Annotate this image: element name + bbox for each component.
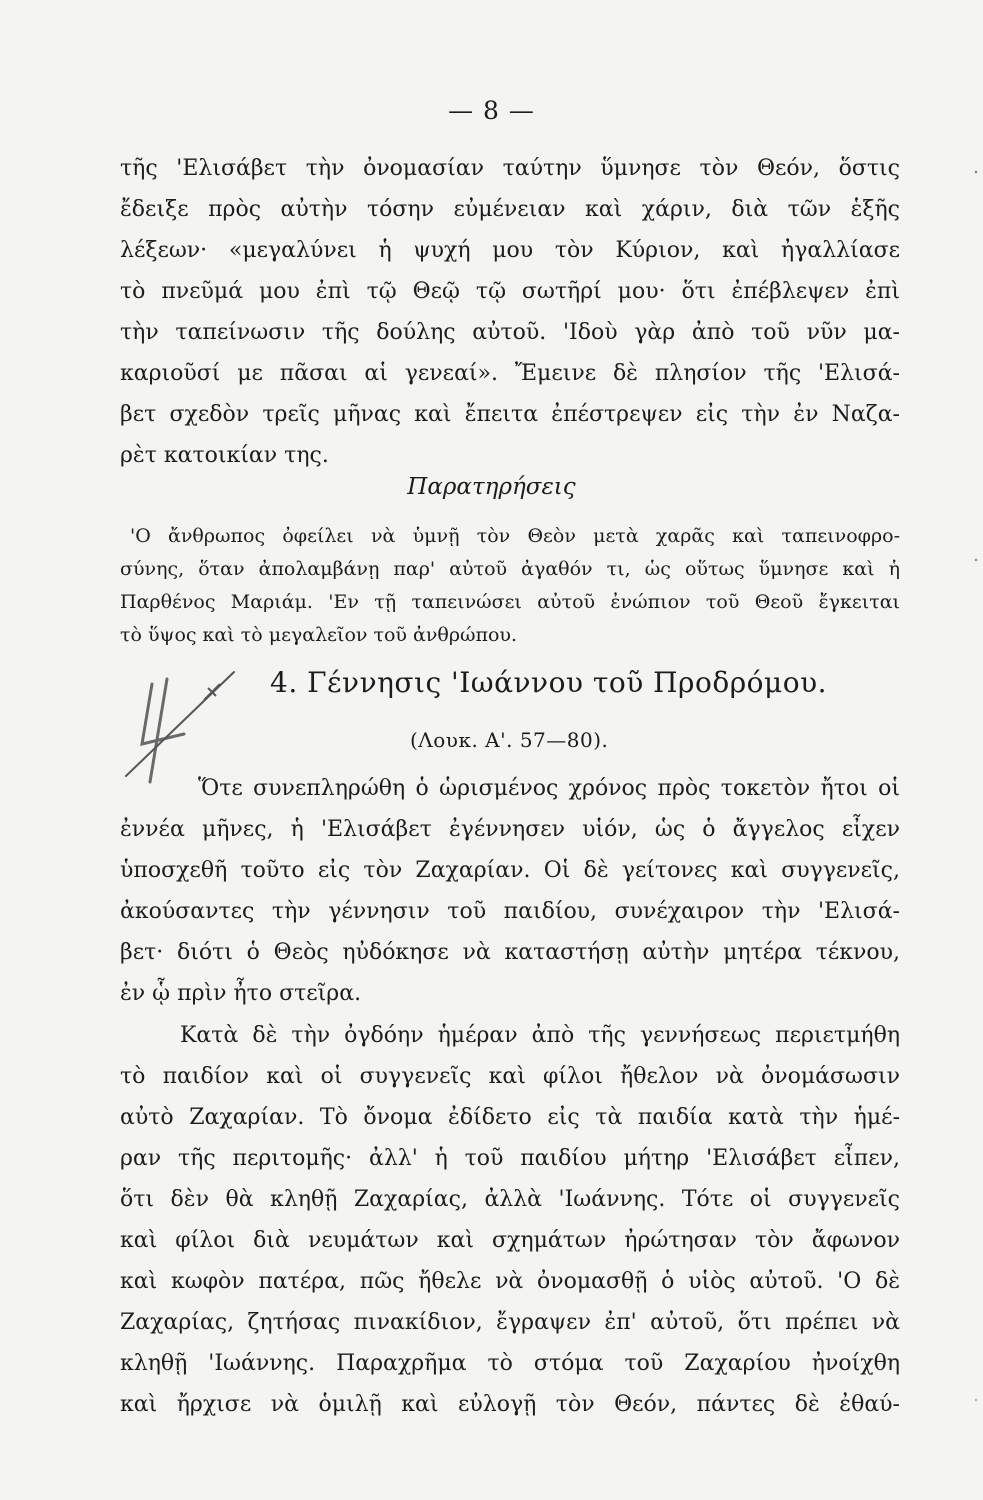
page-edge-marks xyxy=(973,0,979,1500)
observations-text xyxy=(120,520,900,652)
text-line: ἔδειξε πρὸς αὐτὴν τόσην εὐμένειαν καὶ χάριν, διὰ τῶν ἑξῆς xyxy=(120,197,900,222)
page-number: — 8 — xyxy=(448,96,535,125)
paragraph-1 xyxy=(120,148,900,476)
text-line: καὶ φίλοι διὰ νευμάτων καὶ σχημάτων ἠρώτησαν τὸν ἄφωνον xyxy=(120,1228,900,1253)
text-line: τὸ ὕψος καὶ τὸ μεγαλεῖον τοῦ ἀνθρώπου. xyxy=(120,624,518,646)
text-line: ὅτι δὲν θὰ κληθῇ Ζαχαρίας, ἀλλὰ 'Ιωάννης. Τότε οἱ συγγενεῖς xyxy=(120,1187,900,1212)
text-line: Κατὰ δὲ τὴν ὀγδόην ἡμέραν ἀπὸ τῆς γεννήσεως περιετμήθη xyxy=(180,1023,900,1048)
text-line: ἀκούσαντες τὴν γέννησιν τοῦ παιδίου, συνέχαιρον τὴν 'Ελισά- xyxy=(120,899,900,924)
section-title: 4. Γέννησις 'Ιωάννου τοῦ Προδρόμου. xyxy=(270,666,828,699)
text-line: ἐν ᾧ πρὶν ἦτο στεῖρα. xyxy=(120,981,362,1006)
text-line: βετ σχεδὸν τρεῖς μῆνας καὶ ἔπειτα ἐπέστρεψεν εἰς τὴν ἐν Ναζα- xyxy=(120,402,900,427)
text-line: καριοῦσί με πᾶσαι αἱ γενεαί». Ἔμεινε δὲ πλησίον τῆς 'Ελισά- xyxy=(120,361,900,386)
text-line: σύνης, ὅταν ἀπολαμβάνῃ παρ' αὐτοῦ ἀγαθόν τι, ὡς οὕτως ὕμνησε καὶ ἡ xyxy=(120,558,900,580)
text-line: λέξεων· «μεγαλύνει ἡ ψυχή μου τὸν Κύριον, καὶ ἠγαλλίασε xyxy=(120,238,900,263)
text-line: βετ· διότι ὁ Θεὸς ηὐδόκησε νὰ καταστήσῃ αὐτὴν μητέρα τέκνου, xyxy=(120,940,900,965)
text-line: τῆς 'Ελισάβετ τὴν ὀνομασίαν ταύτην ὕμνησε τὸν Θεόν, ὅστις xyxy=(120,156,900,181)
text-line: αὐτὸ Ζαχαρίαν. Τὸ ὄνομα ἐδίδετο εἰς τὰ παιδία κατὰ τὴν ἡμέ- xyxy=(120,1105,900,1130)
text-line: τὸ πνεῦμά μου ἐπὶ τῷ Θεῷ τῷ σωτῆρί μου· ὅτι ἐπέβλεψεν ἐπὶ xyxy=(120,279,900,304)
text-line: καὶ ἤρχισε νὰ ὁμιλῇ καὶ εὐλογῇ τὸν Θεόν, πάντες δὲ ἐθαύ- xyxy=(120,1392,900,1417)
text-line: τὸ παιδίον καὶ οἱ συγγενεῖς καὶ φίλοι ἤθελον νὰ ὀνομάσωσιν xyxy=(120,1064,900,1089)
text-line: ρὲτ κατοικίαν της. xyxy=(120,443,329,468)
text-line: ὑποσχεθῆ τοῦτο εἰς τὸν Ζαχαρίαν. Οἱ δὲ γείτονες καὶ συγγενεῖς, xyxy=(120,858,900,883)
text-line: 'Ο ἄνθρωπος ὀφείλει νὰ ὑμνῇ τὸν Θεὸν μετὰ χαρᾶς καὶ ταπεινοφρο- xyxy=(130,525,900,547)
text-line: κληθῇ 'Ιωάννης. Παραχρῆμα τὸ στόμα τοῦ Ζαχαρίου ἠνοίχθη xyxy=(120,1351,900,1376)
paragraph-2 xyxy=(120,768,900,1014)
observations-heading: Παρατηρήσεις xyxy=(407,474,576,500)
paragraph-3 xyxy=(120,1015,900,1425)
text-line: Παρθένος Μαριάμ. 'Εν τῇ ταπεινώσει αὐτοῦ ἐνώπιον τοῦ Θεοῦ ἔγκειται xyxy=(120,591,900,613)
text-line: ἐννέα μῆνες, ἡ 'Ελισάβετ ἐγέννησεν υἱόν, ὡς ὁ ἄγγελος εἶχεν xyxy=(120,817,900,842)
text-line: Ὅτε συνεπληρώθη ὁ ὡρισμένος χρόνος πρὸς τοκετὸν ἤτοι οἱ xyxy=(198,776,900,801)
text-line: καὶ κωφὸν πατέρα, πῶς ἤθελε νὰ ὀνομασθῇ ὁ υἱὸς αὐτοῦ. 'Ο δὲ xyxy=(120,1269,900,1294)
text-line: Ζαχαρίας, ζητήσας πινακίδιον, ἔγραψεν ἐπ' αὐτοῦ, ὅτι πρέπει νὰ xyxy=(120,1310,900,1335)
text-line: ραν τῆς περιτομῆς· ἀλλ' ἡ τοῦ παιδίου μήτηρ 'Ελισάβετ εἶπεν, xyxy=(120,1146,900,1171)
text-line: τὴν ταπείνωσιν τῆς δούλης αὐτοῦ. 'Ιδοὺ γὰρ ἀπὸ τοῦ νῦν μα- xyxy=(120,320,900,345)
scripture-reference: (Λουκ. Α'. 57—80). xyxy=(410,728,609,752)
